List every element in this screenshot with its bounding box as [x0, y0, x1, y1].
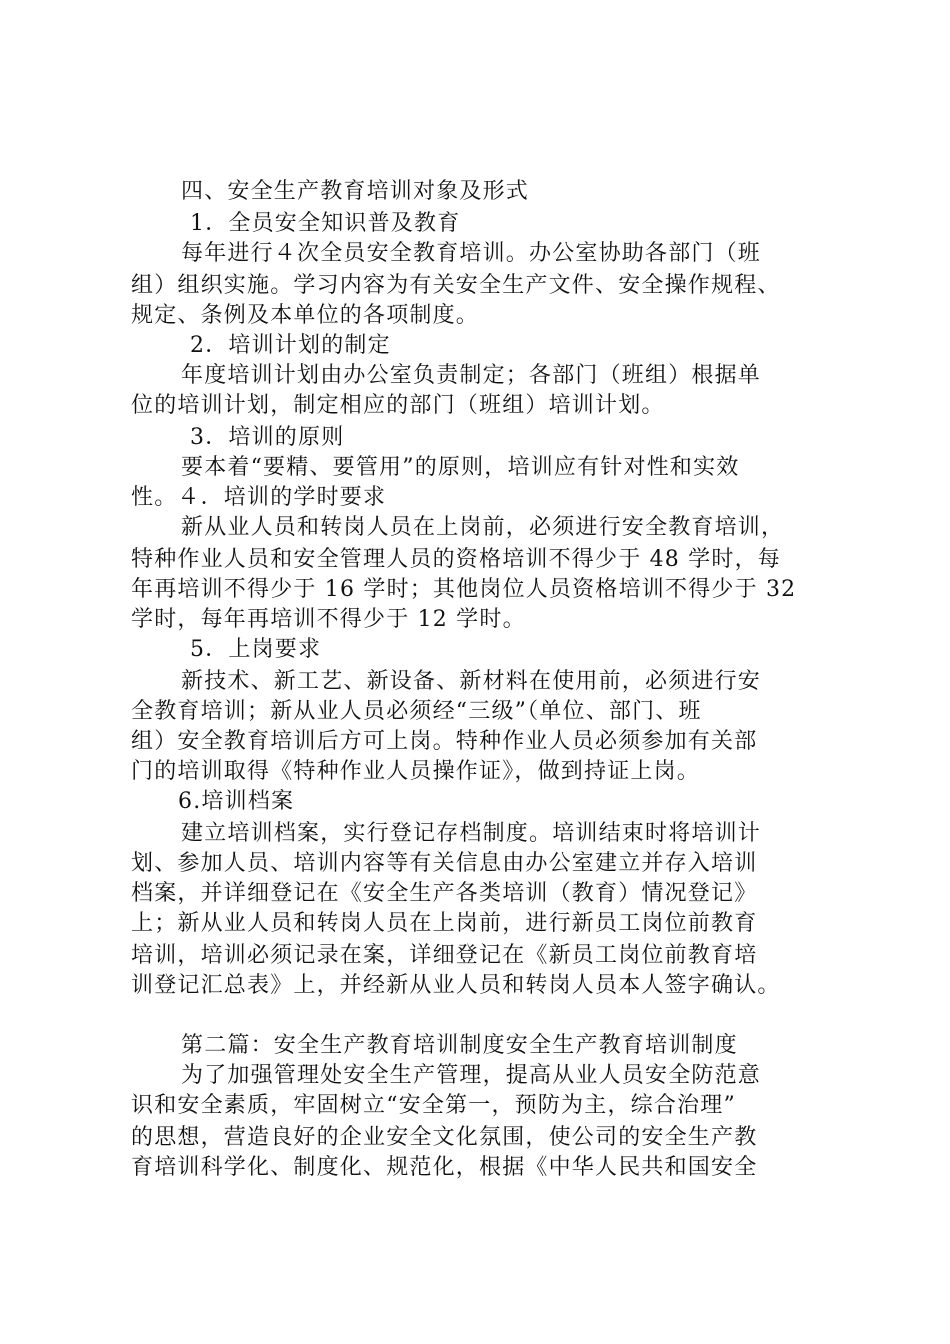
- paragraph-line: 位的培训计划，制定相应的部门（班组）培训计划。: [131, 393, 665, 418]
- paragraph-line: 新从业人员和转岗人员在上岗前，必须进行安全教育培训，: [181, 515, 785, 540]
- paragraph-line: 划、参加人员、培训内容等有关信息由办公室建立并存入培训: [131, 851, 758, 876]
- chapter-heading: 第二篇：安全生产教育培训制度安全生产教育培训制度: [181, 1033, 738, 1058]
- paragraph-line: 识和安全素质，牢固树立“安全第一，预防为主，综合治理”: [131, 1093, 736, 1118]
- subsection-heading: 6.培训档案: [178, 789, 295, 814]
- section-heading: 四、安全生产教育培训对象及形式: [181, 179, 530, 204]
- paragraph-line: 上；新从业人员和转岗人员在上岗前，进行新员工岗位前教育: [131, 911, 758, 936]
- paragraph-line: 培训，培训必须记录在案，详细登记在《新员工岗位前教育培: [131, 943, 758, 968]
- paragraph-line: 年度培训计划由办公室负责制定；各部门（班组）根据单: [181, 363, 762, 388]
- paragraph-line: 规定、条例及本单位的各项制度。: [131, 303, 480, 328]
- subsection-heading: 5．上岗要求: [190, 637, 322, 662]
- paragraph-line: 育培训科学化、制度化、规范化，根据《中华人民共和国安全: [131, 1155, 758, 1180]
- subsection-heading: 3．培训的原则: [190, 425, 345, 450]
- paragraph-line: 要本着“要精、要管用”的原则，培训应有针对性和实效: [181, 455, 740, 480]
- paragraph-line: 门的培训取得《特种作业人员操作证》，做到持证上岗。: [131, 759, 701, 784]
- paragraph-line: 学时，每年再培训不得少于 12 学时。: [131, 607, 526, 632]
- subsection-heading: 1．全员安全知识普及教育: [190, 211, 461, 236]
- paragraph-line: 每年进行４次全员安全教育培训。办公室协助各部门（班: [181, 241, 762, 266]
- paragraph-line: 组）组织实施。学习内容为有关安全生产文件、安全操作规程、: [131, 273, 781, 298]
- paragraph-line: 年再培训不得少于 16 学时；其他岗位人员资格培训不得少于 32: [131, 577, 797, 602]
- paragraph-line: 档案，并详细登记在《安全生产各类培训（教育）情况登记》: [131, 881, 758, 906]
- paragraph-line: 组）安全教育培训后方可上岗。特种作业人员必须参加有关部: [131, 729, 758, 754]
- paragraph-line: 新技术、新工艺、新设备、新材料在使用前，必须进行安: [181, 669, 762, 694]
- paragraph-line: 全教育培训；新从业人员必须经“三级”（单位、部门、班: [131, 699, 702, 724]
- paragraph-line: 为了加强管理处安全生产管理，提高从业人员安全防范意: [181, 1063, 762, 1088]
- paragraph-line: 的思想，营造良好的企业安全文化氛围，使公司的安全生产教: [131, 1125, 758, 1150]
- paragraph-line: 特种作业人员和安全管理人员的资格培训不得少于 48 学时，每: [131, 547, 781, 572]
- paragraph-line: 训登记汇总表》上，并经新从业人员和转岗人员本人签字确认。: [131, 973, 781, 998]
- subsection-heading: 2．培训计划的制定: [190, 333, 391, 358]
- paragraph-line: 性。４．培训的学时要求: [131, 485, 387, 510]
- paragraph-line: 建立培训档案，实行登记存档制度。培训结束时将培训计: [181, 821, 762, 846]
